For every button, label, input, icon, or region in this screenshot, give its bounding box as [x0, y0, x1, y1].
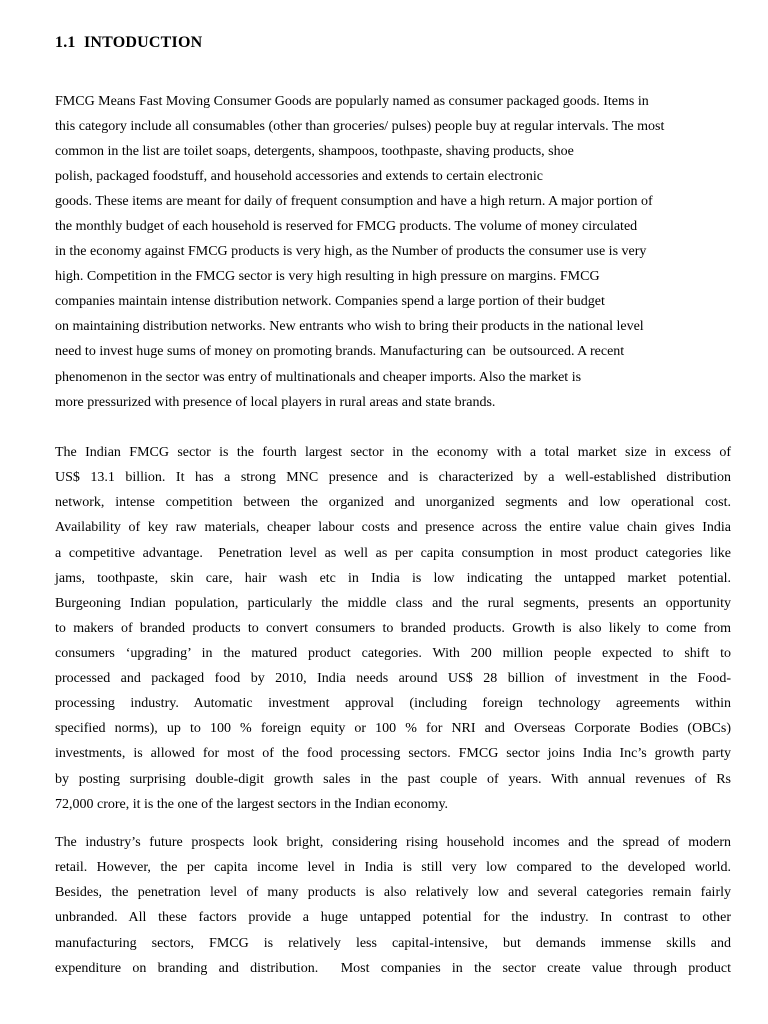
- text-line: jams, toothpaste, skin care, hair wash etc in India is low indicating the untapped market potential.: [55, 571, 731, 586]
- text-line: network, intense competition between the organized and unorganized segments and low operational cost.: [55, 495, 731, 510]
- text-line: common in the list are toilet soaps, detergents, shampoos, toothpaste, shaving products, shoe: [55, 144, 574, 159]
- text-line: to makers of branded products to convert consumers to branded products. Growth is also likely to come from: [55, 621, 731, 636]
- text-line: processed and packaged food by 2010, India needs around US$ 28 billion of investment in the Food-: [55, 671, 731, 686]
- text-line: The industry’s future prospects look bright, considering rising household incomes and the spread of modern: [55, 835, 731, 850]
- text-line: FMCG Means Fast Moving Consumer Goods are popularly named as consumer packaged goods. Items in: [55, 94, 649, 109]
- text-line: 72,000 crore, it is the one of the largest sectors in the Indian economy.: [55, 797, 449, 812]
- text-line: need to invest huge sums of money on promoting brands. Manufacturing can be outsourced. A recent: [55, 344, 625, 359]
- text-line: Besides, the penetration level of many products is also relatively low and several categories remain fairly: [55, 885, 731, 900]
- text-line: retail. However, the per capita income level in India is still very low compared to the developed world.: [55, 860, 731, 875]
- text-line: consumers ‘upgrading’ in the matured product categories. With 200 million people expected to shift to: [55, 646, 731, 661]
- text-line: unbranded. All these factors provide a huge untapped potential for the industry. In contrast to other: [55, 910, 731, 925]
- text-line: companies maintain intense distribution network. Companies spend a large portion of their budget: [55, 294, 605, 309]
- text-line: processing industry. Automatic investment approval (including foreign technology agreements within: [55, 696, 731, 711]
- text-line: more pressurized with presence of local players in rural areas and state brands.: [55, 395, 496, 410]
- text-line: phenomenon in the sector was entry of multinationals and cheaper imports. Also the market is: [55, 370, 582, 385]
- text-line: in the economy against FMCG products is very high, as the Number of products the consumer use is very: [55, 244, 647, 259]
- text-line: expenditure on branding and distribution. Most companies in the sector create value through product: [55, 961, 731, 976]
- text-line: on maintaining distribution networks. New entrants who wish to bring their products in the national level: [55, 319, 644, 334]
- text-line: specified norms), up to 100 % foreign equity or 100 % for NRI and Overseas Corporate Bodies (OBCs): [55, 721, 731, 736]
- text-line: manufacturing sectors, FMCG is relatively less capital-intensive, but demands immense skills and: [55, 936, 731, 951]
- text-line: The Indian FMCG sector is the fourth largest sector in the economy with a total market size in excess of: [55, 445, 731, 460]
- text-line: Availability of key raw materials, cheaper labour costs and presence across the entire value chain gives India: [55, 520, 731, 535]
- text-line: polish, packaged foodstuff, and household accessories and extends to certain electronic: [55, 169, 544, 184]
- text-line: Burgeoning Indian population, particularly the middle class and the rural segments, presents an opportunity: [55, 596, 731, 611]
- text-line: a competitive advantage. Penetration level as well as per capita consumption in most product categories like: [55, 546, 731, 561]
- text-line: goods. These items are meant for daily of frequent consumption and have a high return. A major portion of: [55, 194, 653, 209]
- text-line: the monthly budget of each household is reserved for FMCG products. The volume of money circulated: [55, 219, 638, 234]
- text-line: US$ 13.1 billion. It has a strong MNC presence and is characterized by a well-established distribution: [55, 470, 731, 485]
- text-line: by posting surprising double-digit growth sales in the past couple of years. With annual revenues of Rs: [55, 772, 731, 787]
- section-heading: 1.1 INTODUCTION: [55, 34, 203, 51]
- text-line: this category include all consumables (other than groceries/ pulses) people buy at regular intervals. The most: [55, 119, 665, 134]
- text-line: investments, is allowed for most of the food processing sectors. FMCG sector joins India Inc’s growth party: [55, 746, 731, 761]
- text-line: high. Competition in the FMCG sector is very high resulting in high pressure on margins. FMCG: [55, 269, 600, 284]
